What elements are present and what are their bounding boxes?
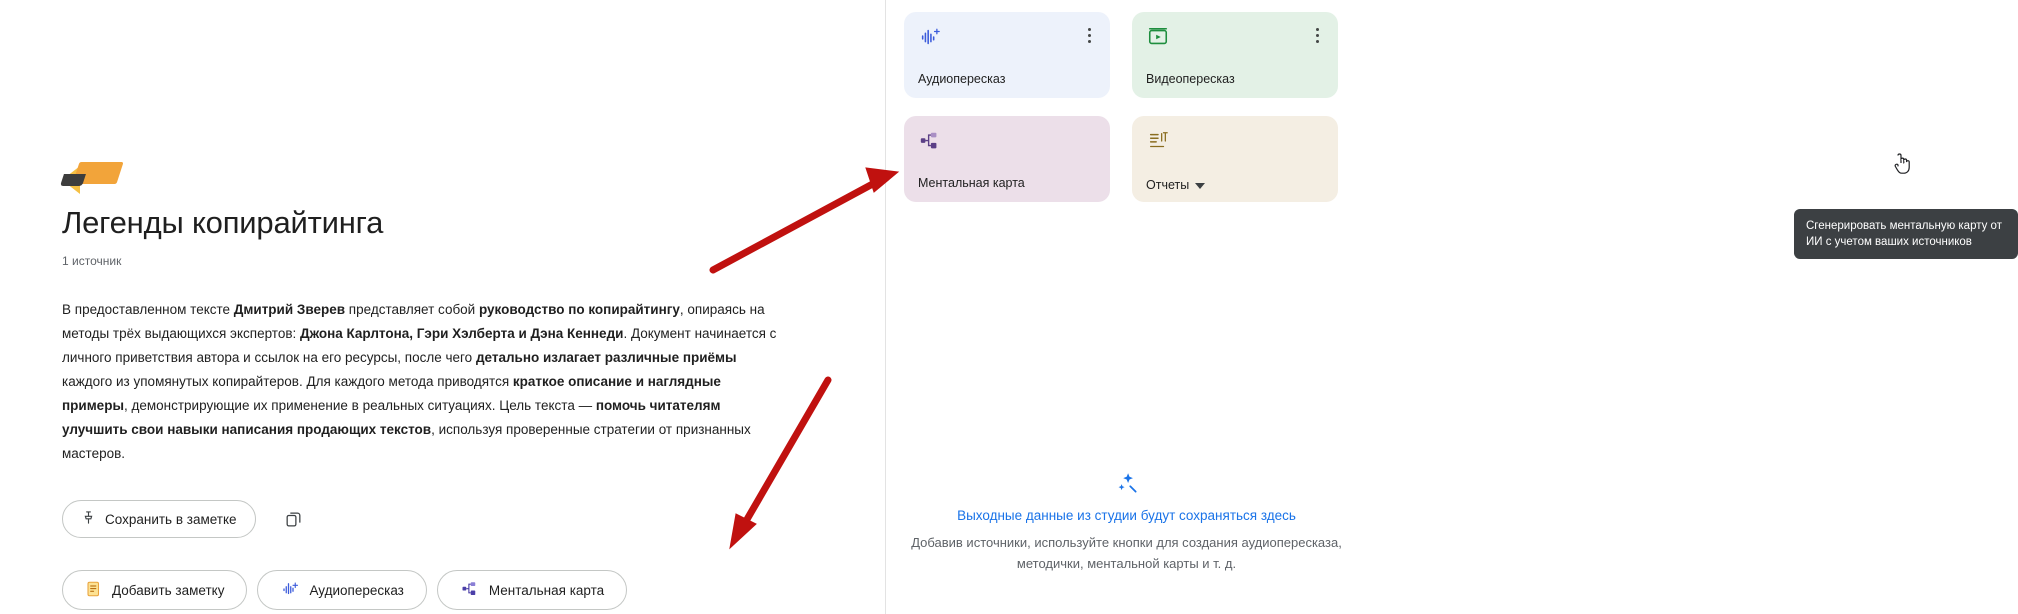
audio-waveform-icon	[280, 580, 300, 601]
summary-text: В предоставленном тексте Дмитрий Зверев представляет собой руководство по копирайтингу, опираясь на методы трёх выдающихся экспертов: Джона Карлтона, Гэри Хэлберта и Дэна Кеннеди. Документ начинается с личного приветствия автора и ссылок на его ресурсы, после чего детально излагает различные приёмы каждого из упомянутых копирайтеров. Для каждого метода приводятся краткое описание и наглядные примеры, демонстрирующие их применение в реальных ситуациях. Цель текста — помочь читателям улучшить свои навыки написания продающих текстов, используя проверенные стратегии от признанных мастеров.	[62, 302, 777, 461]
mind-map-button[interactable]	[437, 570, 627, 610]
studio-card-label: Видеопересказ	[1146, 72, 1235, 86]
more-options-icon[interactable]	[1306, 24, 1328, 46]
chat-response-pane	[0, 0, 886, 614]
bottom-action-bar	[62, 570, 802, 610]
writing-hand-emoji	[62, 160, 122, 200]
studio-empty-title: Выходные данные из студии будут сохраняться здесь	[957, 508, 1296, 523]
chevron-down-icon[interactable]	[1195, 183, 1205, 189]
studio-card-video-overview[interactable]	[1132, 12, 1338, 98]
save-to-note-button[interactable]	[62, 500, 256, 538]
mind-map-icon	[918, 130, 942, 154]
page-title: Легенды копирайтинга	[62, 205, 384, 240]
note-add-icon	[85, 580, 103, 601]
studio-cards-grid	[904, 12, 1355, 202]
studio-card-label: Ментальная карта	[918, 176, 1025, 190]
studio-pane	[886, 0, 2002, 614]
studio-empty-subtitle: Добавив источники, используйте кнопки для создания аудиопересказа, методички, ментальной карты и т. д.	[911, 535, 1342, 571]
pin-icon	[81, 510, 96, 528]
mind-map-icon	[460, 580, 480, 601]
add-note-button[interactable]	[62, 570, 247, 610]
add-note-label: Добавить заметку	[112, 582, 225, 598]
sources-count: 1 источник	[62, 254, 122, 268]
mind-map-tooltip: Сгенерировать ментальную карту от ИИ с учетом ваших источников	[1794, 209, 2018, 259]
audio-overview-label: Аудиопересказ	[309, 582, 404, 598]
studio-empty-state	[886, 470, 1367, 574]
video-slides-icon	[1146, 26, 1170, 50]
studio-card-label: Отчеты	[1146, 178, 1190, 192]
studio-card-label: Аудиопересказ	[918, 72, 1006, 86]
audio-waveform-icon	[918, 26, 942, 50]
studio-card-reports[interactable]	[1132, 116, 1338, 202]
audio-overview-button[interactable]	[257, 570, 426, 610]
document-summary-block	[62, 160, 802, 610]
mouse-cursor	[1893, 152, 1911, 176]
reports-label-row[interactable]	[1146, 178, 1205, 192]
sparkle-icon	[1114, 470, 1140, 496]
summary-actions	[62, 500, 802, 538]
studio-card-mind-map[interactable]	[904, 116, 1110, 202]
save-to-note-label: Сохранить в заметке	[105, 511, 237, 527]
more-options-icon[interactable]	[1078, 24, 1100, 46]
mind-map-label: Ментальная карта	[488, 582, 605, 598]
studio-card-audio-overview[interactable]	[904, 12, 1110, 98]
reports-icon	[1146, 130, 1170, 154]
copy-icon[interactable]	[278, 503, 310, 535]
